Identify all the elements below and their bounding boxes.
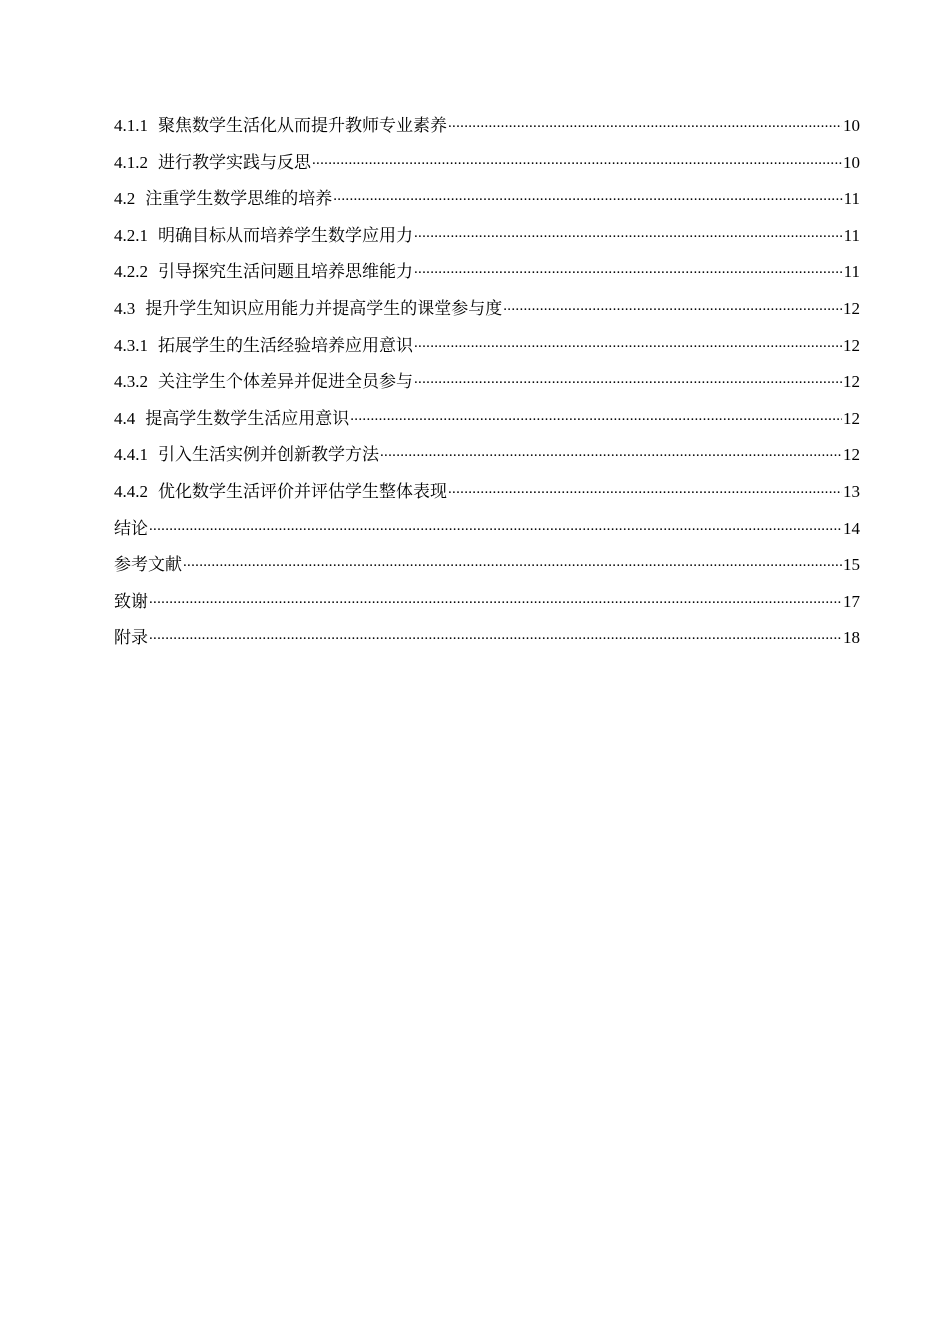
- toc-dot-leader: [414, 334, 842, 351]
- toc-entry-title: 提升学生知识应用能力并提高学生的课堂参与度: [145, 298, 503, 318]
- toc-entry-page: 17: [843, 591, 860, 611]
- toc-entry-page: 15: [843, 555, 860, 575]
- toc-dot-leader: [414, 370, 842, 387]
- toc-entry-number: 4.3: [114, 298, 136, 318]
- toc-entry-title: 注重学生数学思维的培养: [145, 189, 333, 209]
- toc-entry-title: 明确目标从而培养学生数学应用力: [158, 225, 413, 245]
- toc-entry-title: 参考文献: [114, 555, 182, 575]
- toc-entry-number: 4.4: [114, 408, 136, 428]
- toc-entry-page: 12: [843, 298, 860, 318]
- toc-entry-page: 10: [843, 116, 860, 135]
- toc-entry[interactable]: [114, 218, 860, 255]
- toc-entry-page: 18: [843, 628, 860, 648]
- toc-entry-number: 4.4.2: [114, 481, 148, 501]
- toc-entry-title: 关注学生个体差异并促进全员参与: [158, 372, 413, 392]
- toc-entry[interactable]: [114, 401, 860, 438]
- toc-dot-leader: [333, 187, 842, 204]
- toc-entry[interactable]: [114, 145, 860, 182]
- toc-entry-number: 4.2.1: [114, 225, 148, 245]
- toc-entry-number: 4.2: [114, 189, 136, 209]
- toc-entry[interactable]: [114, 108, 860, 145]
- toc-entry-title: 提高学生数学生活应用意识: [145, 408, 350, 428]
- toc-entry-title: 聚焦数学生活化从而提升教师专业素养: [158, 116, 447, 135]
- toc-entry-number: 4.4.1: [114, 445, 148, 465]
- toc-dot-leader: [149, 590, 842, 607]
- toc-entry-title: 结论: [114, 518, 148, 538]
- toc-entry-page: 13: [843, 481, 860, 501]
- toc-entry-page: 11: [843, 189, 860, 209]
- toc-dot-leader: [448, 114, 842, 131]
- toc-entry-number: 4.2.2: [114, 262, 148, 282]
- toc-entry-number: 4.1.2: [114, 152, 148, 172]
- toc-entry-page: 12: [843, 335, 860, 355]
- toc-entry-references[interactable]: [114, 547, 860, 584]
- toc-entry[interactable]: [114, 181, 860, 218]
- toc-dot-leader: [149, 517, 842, 534]
- toc-entry-title: 引入生活实例并创新教学方法: [158, 445, 379, 465]
- toc-entry-title: 引导探究生活问题且培养思维能力: [158, 262, 413, 282]
- toc-entry-page: 14: [843, 518, 860, 538]
- toc-entry-page: 11: [843, 225, 860, 245]
- toc-entry-acknowledgements[interactable]: [114, 584, 860, 621]
- toc-dot-leader: [414, 224, 843, 241]
- toc-entry[interactable]: [114, 254, 860, 291]
- toc-entry-number: 4.3.2: [114, 372, 148, 392]
- toc-entry-page: 12: [843, 372, 860, 392]
- toc-dot-leader: [448, 480, 842, 497]
- toc-entry-page: 10: [843, 152, 860, 172]
- toc-dot-leader: [380, 443, 842, 460]
- toc-dot-leader: [312, 151, 842, 168]
- toc-entry-conclusion[interactable]: [114, 511, 860, 548]
- toc-entry-title: 优化数学生活评价并评估学生整体表现: [158, 481, 447, 501]
- toc-entry-number: 4.3.1: [114, 335, 148, 355]
- toc-entry-title: 致谢: [114, 591, 148, 611]
- toc-dot-leader: [503, 297, 842, 314]
- toc-entry[interactable]: [114, 328, 860, 365]
- toc-entry[interactable]: [114, 474, 860, 511]
- toc-entry-title: 附录: [114, 628, 148, 648]
- toc-entry-page: 11: [843, 262, 860, 282]
- toc-dot-leader: [350, 407, 842, 424]
- toc-entry[interactable]: [114, 437, 860, 474]
- toc-dot-leader: [149, 626, 842, 643]
- table-of-contents: [114, 108, 860, 657]
- toc-entry-page: 12: [843, 445, 860, 465]
- toc-entry[interactable]: [114, 291, 860, 328]
- toc-entry-page: 12: [843, 408, 860, 428]
- toc-entry[interactable]: [114, 364, 860, 401]
- toc-dot-leader: [183, 553, 842, 570]
- toc-entry-title: 拓展学生的生活经验培养应用意识: [158, 335, 413, 355]
- toc-entry-number: 4.1.1: [114, 116, 148, 135]
- toc-entry-title: 进行教学实践与反思: [158, 152, 311, 172]
- toc-entry-appendix[interactable]: [114, 620, 860, 657]
- toc-dot-leader: [414, 260, 843, 277]
